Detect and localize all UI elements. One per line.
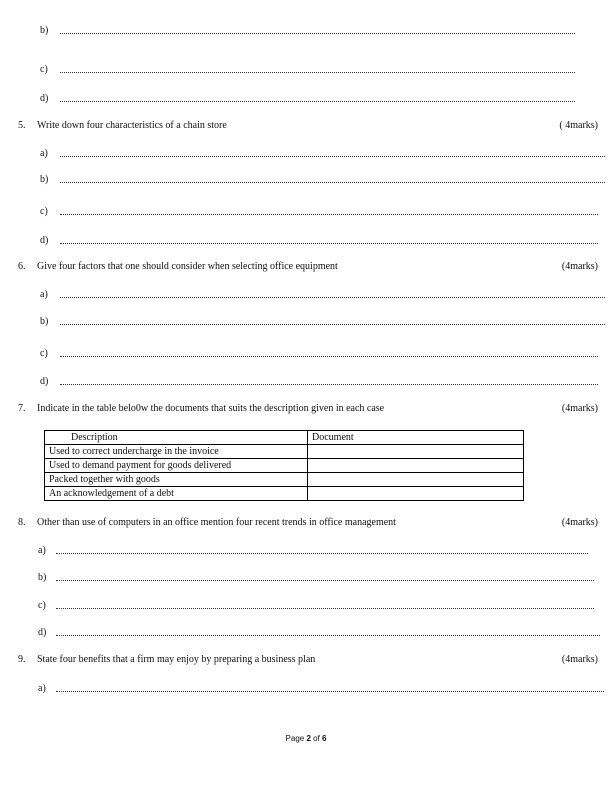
answer-label: d) (38, 627, 47, 638)
question-9 (0, 653, 612, 667)
question-5 (0, 119, 612, 133)
answer-line (0, 599, 612, 613)
answer-label: c) (40, 348, 48, 359)
answer-label: c) (40, 206, 48, 217)
question-7 (0, 402, 612, 416)
question-marks: (4marks) (561, 403, 598, 414)
table-row (45, 445, 524, 459)
footer-prefix: Page (285, 734, 307, 743)
answer-dots[interactable] (60, 205, 598, 215)
answer-line (0, 544, 612, 558)
answer-line (0, 234, 612, 248)
description-cell: Used to correct undercharge in the invoice (45, 445, 308, 459)
answer-dots[interactable] (60, 375, 598, 385)
answer-label: d) (40, 93, 49, 104)
answer-line (0, 205, 612, 219)
question-text: Other than use of computers in an office mention four recent trends in office management (37, 517, 396, 528)
question-text: Indicate in the table belo0w the documents that suits the description given in each case (37, 403, 385, 414)
table-header-cell: Description (45, 431, 308, 445)
answer-dots[interactable] (60, 147, 605, 157)
question-text: State four benefits that a firm may enjoy by preparing a business plan (37, 654, 316, 665)
question-marks: (4marks) (561, 654, 598, 665)
answer-label: b) (40, 174, 49, 185)
document-cell[interactable] (308, 473, 524, 487)
page-total: 6 (322, 734, 327, 743)
answer-dots[interactable] (60, 173, 605, 183)
description-cell: Used to demand payment for goods delivered (45, 459, 308, 473)
answer-dots[interactable] (56, 626, 600, 636)
document-cell[interactable] (308, 459, 524, 473)
answer-dots[interactable] (60, 315, 605, 325)
answer-line (0, 173, 612, 187)
question-marks: (4marks) (561, 517, 598, 528)
question-number: 5. (18, 120, 26, 131)
footer-of: of (310, 734, 323, 743)
answer-dots[interactable] (56, 682, 604, 692)
answer-label: a) (38, 545, 46, 556)
answer-label: c) (40, 64, 48, 75)
answer-label: c) (38, 600, 46, 611)
question-number: 7. (18, 403, 26, 414)
answer-dots[interactable] (60, 63, 575, 73)
question-6 (0, 260, 612, 274)
table-header-row (45, 431, 524, 445)
answer-line (0, 375, 612, 389)
table-row (45, 487, 524, 501)
table-header-cell: Document (308, 431, 524, 445)
answer-line (0, 347, 612, 361)
answer-line (0, 63, 612, 77)
question-number: 9. (18, 654, 26, 665)
answer-line (0, 147, 612, 161)
answer-dots[interactable] (56, 544, 588, 554)
answer-label: d) (40, 235, 49, 246)
question-number: 8. (18, 517, 26, 528)
answer-line (0, 92, 612, 106)
answer-line (0, 288, 612, 302)
table-row (45, 473, 524, 487)
answer-dots[interactable] (60, 347, 598, 357)
question-marks: ( 4marks) (559, 120, 598, 131)
question-number: 6. (18, 261, 26, 272)
document-cell[interactable] (308, 445, 524, 459)
question-marks: (4marks) (561, 261, 598, 272)
answer-dots[interactable] (56, 571, 594, 581)
question-text: Write down four characteristics of a chain store (37, 120, 227, 131)
table-row (45, 459, 524, 473)
answer-line (0, 626, 612, 640)
answer-label: b) (40, 25, 49, 36)
answer-dots[interactable] (60, 24, 575, 34)
answer-dots[interactable] (60, 288, 605, 298)
question-text: Give four factors that one should consider when selecting office equipment (37, 261, 338, 272)
answer-dots[interactable] (60, 234, 598, 244)
answer-dots[interactable] (56, 599, 594, 609)
question-8 (0, 516, 612, 530)
answer-dots[interactable] (60, 92, 575, 102)
answer-line (0, 24, 612, 38)
answer-label: a) (38, 683, 46, 694)
answer-line (0, 315, 612, 329)
answer-label: a) (40, 289, 48, 300)
answer-label: d) (40, 376, 49, 387)
page-footer (0, 734, 612, 743)
description-cell: An acknowledgement of a debt (45, 487, 308, 501)
answer-label: b) (38, 572, 47, 583)
description-cell: Packed together with goods (45, 473, 308, 487)
page-number: 2 (306, 734, 311, 743)
answer-label: a) (40, 148, 48, 159)
answer-line (0, 571, 612, 585)
answer-label: b) (40, 316, 49, 327)
documents-table (44, 430, 524, 501)
document-cell[interactable] (308, 487, 524, 501)
answer-line (0, 682, 612, 696)
